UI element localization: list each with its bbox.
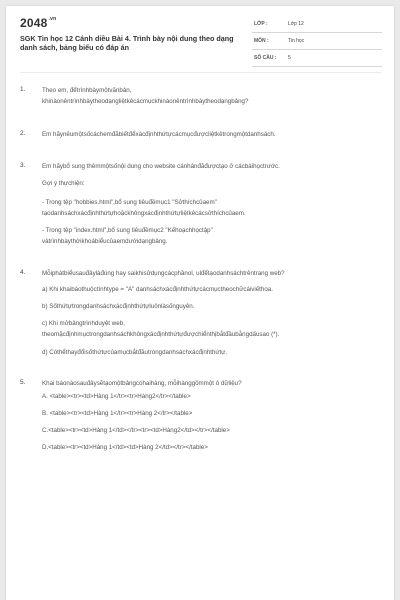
answer-option-a: A. <table><tr><td>Hàng 1</tr><tr>Hàng2</tr></table> [42, 393, 191, 400]
answer-option-d: D.<table><tr><td>Hàng 1</td><td>Hàng 2</td></tr></table> [42, 444, 208, 451]
answer-option-b: b) Sốthứtựtrongdanhsáchxácđịnhthứtựluônlàsốnguyên. [42, 303, 195, 310]
question-line: vàtrìnhbàythờikhoábiểucủaemdướidạngbảng. [42, 238, 168, 245]
header-divider [20, 72, 382, 73]
answer-option-c-cont: theomặcđịnhmụctrongdanhsáchkhôngxácđịnhthứtựđượchiểnthịbắtđầubằngdấusao (*). [42, 331, 280, 338]
question-line: Khai báonàosauđâysẽtạomộtbảngcóhaihàng, mỗihànggồmmột ô dữliệu? [42, 380, 242, 387]
question-line: Em hãynêumộtsốcáchemđãbiếtđểxácđịnhthứtựcácmụcđượcliệtkêtrongmộtdanhsách. [42, 131, 276, 138]
answer-option-d: d) Cóthểthayđổisốthứtựcủamụcbắtđầutrongdanhsáchxácđịnhthứtự. [42, 349, 228, 356]
answer-option-b: B. <table><tr><td>Hàng 1</tr><tr>Hàng 2</tr></table> [42, 410, 193, 417]
question-line: tạodanhsáchxácđịnhthứtựhoặckhôngxácđịnhthứtựliệtkêcácsởthíchcủaem. [42, 210, 246, 217]
meta-table [252, 16, 382, 67]
answer-option-c: c) Khi mởbảngtrìnhduyệt web, [42, 320, 125, 327]
meta-label: MÔN : [254, 38, 269, 44]
meta-row-count [252, 50, 382, 67]
question-line: - Trong tệp "index.html",bổ sung tiêuđềmục2 "Kếhoạchhọctập" [42, 227, 213, 234]
question-number: 1. [20, 86, 26, 93]
document-page [6, 6, 394, 600]
meta-label: LỚP : [254, 21, 268, 27]
meta-row-subject [252, 33, 382, 50]
meta-value: 5 [288, 55, 291, 61]
answer-option-a: a) Khi khaibáothuộctínhtype = "A" danhsáchxácđịnhthứtựcácmụctheochữcáiviếthoa. [42, 286, 273, 293]
meta-value: Lớp 12 [288, 21, 304, 27]
meta-row-class [252, 16, 382, 33]
question-line: Theo em, đểtrìnhbàymộtvănbản, [42, 87, 132, 94]
question-line: Mỗiphátbiểusauđâylàđúng hay saikhisửdụngcácphầnol, ulđểtạodanhsáchtrêntrang web? [42, 270, 285, 277]
site-logo[interactable] [20, 16, 56, 30]
document-header [6, 6, 394, 68]
logo-text: 2048 [20, 16, 48, 30]
question-number: 4. [20, 269, 26, 276]
question-line: Gợi ý thựchiện: [42, 180, 85, 187]
question-line: khinàonêntrìnhbàytheodạngliệtkêcácmụckhinàonêntrìnhbàytheodạngbảng? [42, 98, 249, 105]
logo-suffix: .vn [48, 16, 57, 22]
question-line: Em hãybổ sung thêmmộtsốnội dung cho website cánhânđãđượctạo ở cácbàihọctrước. [42, 163, 280, 170]
question-number: 3. [20, 162, 26, 169]
answer-option-c: C.<table><tr><td>Hàng 1</td></tr><tr><td>Hàng2</td></tr></table> [42, 427, 230, 434]
meta-value: Tin học [288, 38, 305, 44]
question-number: 5. [20, 379, 26, 386]
meta-label: SỐ CÂU : [254, 55, 277, 61]
question-line: - Trong tệp "hobbies.html",bổ sung tiêuđềmục1 "Sởthíchcủaem" [42, 199, 217, 206]
question-number: 2. [20, 130, 26, 137]
document-title: SGK Tin học 12 Cánh diều Bài 4. Trình bày nội dung theo dạng danh sách, bảng biểu có đáp án [20, 34, 234, 52]
